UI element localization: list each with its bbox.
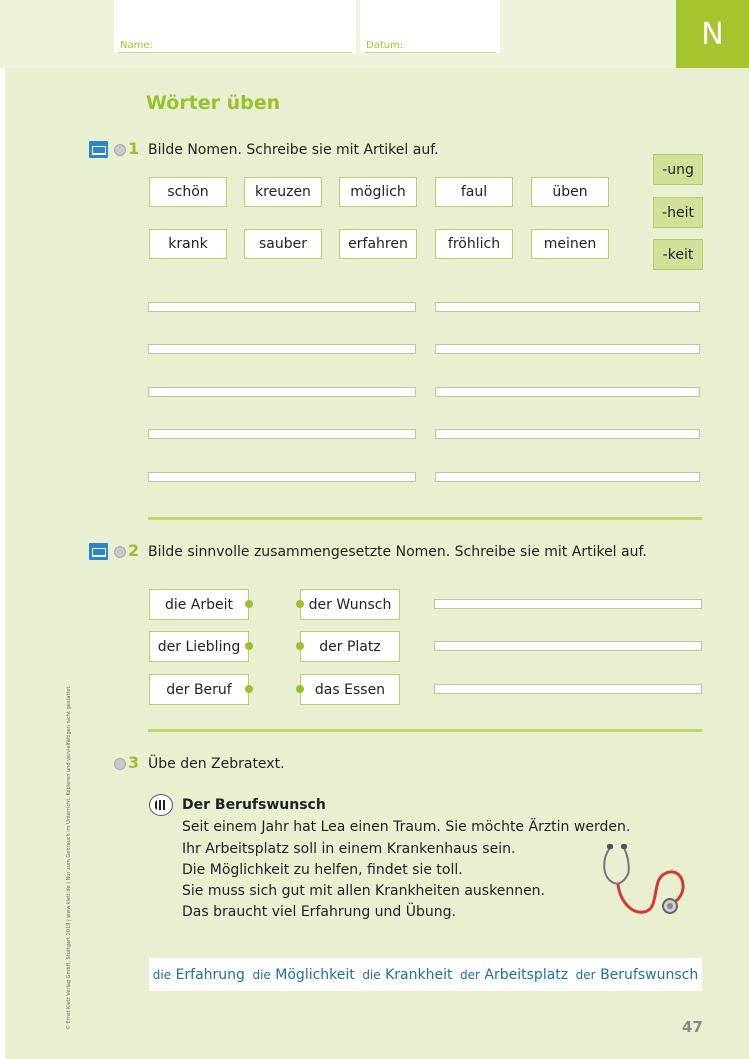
writing-line[interactable] <box>148 429 416 439</box>
compound-word-box: der Beruf <box>149 674 249 705</box>
chapter-badge: N <box>676 0 749 68</box>
word-box: fröhlich <box>435 229 513 259</box>
task-instruction: Übe den Zebratext. <box>148 756 285 772</box>
compound-word-box: der Liebling <box>149 631 249 662</box>
zebra-text-line: Sie muss sich gut mit allen Krankheiten auskennen. <box>182 883 546 899</box>
name-label: Name: <box>120 40 153 51</box>
task-instruction: Bilde sinnvolle zusammengesetzte Nomen. Schreibe sie mit Artikel auf. <box>148 544 647 560</box>
writing-line[interactable] <box>148 387 416 397</box>
zebra-icon <box>149 794 173 816</box>
writing-line[interactable] <box>435 429 700 439</box>
task-number: 3 <box>128 753 140 772</box>
word-box: schön <box>149 177 227 207</box>
page-margin <box>0 68 5 1059</box>
connect-dot[interactable] <box>245 600 253 608</box>
section-divider <box>148 729 702 732</box>
compound-word-box: das Essen <box>300 674 400 705</box>
copyright-notice: © Ernst Klett Verlag GmbH, Stuttgart 2019 | www.klett.de | Nur zum Gebrauch im Unterricht. Kopieren und vervielfältigen nicht gestattet. <box>66 684 72 1030</box>
word-box: möglich <box>339 177 417 207</box>
connect-dot[interactable] <box>296 685 304 693</box>
writing-line[interactable] <box>435 387 700 397</box>
word-box: erfahren <box>339 229 417 259</box>
writing-line[interactable] <box>148 472 416 482</box>
zebra-text-line: Die Möglichkeit zu helfen, findet sie toll. <box>182 862 463 878</box>
suffix-box: -ung <box>653 154 703 185</box>
connect-dot[interactable] <box>296 642 304 650</box>
word-box: kreuzen <box>244 177 322 207</box>
zebra-text-line: Ihr Arbeitsplatz soll in einem Krankenhaus sein. <box>182 841 516 857</box>
date-field[interactable] <box>360 0 500 53</box>
writing-line[interactable] <box>435 302 700 312</box>
partner-work-icon <box>89 141 108 158</box>
difficulty-icon <box>114 144 126 156</box>
zebra-text-title: Der Berufswunsch <box>182 797 326 813</box>
writing-line[interactable] <box>435 344 700 354</box>
date-label: Datum: <box>366 40 404 51</box>
partner-work-icon <box>89 543 108 560</box>
page-title: Wörter üben <box>146 92 281 114</box>
word-bar-item: die Möglichkeit <box>252 966 355 983</box>
task-number: 2 <box>128 541 140 560</box>
writing-line[interactable] <box>434 684 702 694</box>
word-box: üben <box>531 177 609 207</box>
word-bar-item: die Krankheit <box>362 966 453 983</box>
suffix-box: -keit <box>653 239 703 270</box>
zebra-text-line: Seit einem Jahr hat Lea einen Traum. Sie möchte Ärztin werden. <box>182 819 631 835</box>
page-number: 47 <box>682 1018 703 1036</box>
writing-line[interactable] <box>148 344 416 354</box>
suffix-box: -heit <box>653 197 703 228</box>
difficulty-icon <box>114 758 126 770</box>
connect-dot[interactable] <box>296 600 304 608</box>
writing-line[interactable] <box>435 472 700 482</box>
name-field[interactable] <box>114 0 356 53</box>
compound-word-box: der Wunsch <box>300 589 400 620</box>
word-bar-item: die Erfahrung <box>152 966 245 983</box>
section-divider <box>148 517 702 520</box>
connect-dot[interactable] <box>245 685 253 693</box>
word-box: sauber <box>244 229 322 259</box>
word-box: meinen <box>531 229 609 259</box>
compound-word-box: die Arbeit <box>149 589 249 620</box>
difficulty-icon <box>114 546 126 558</box>
connect-dot[interactable] <box>245 642 253 650</box>
word-box: krank <box>149 229 227 259</box>
writing-line[interactable] <box>434 641 702 651</box>
word-bar-item: der Berufswunsch <box>575 966 699 983</box>
compound-word-box: der Platz <box>300 631 400 662</box>
writing-line[interactable] <box>434 599 702 609</box>
stethoscope-icon <box>598 842 690 918</box>
task-number: 1 <box>128 139 140 158</box>
writing-line[interactable] <box>148 302 416 312</box>
word-box: faul <box>435 177 513 207</box>
word-bar <box>149 958 702 991</box>
zebra-text-line: Das braucht viel Erfahrung und Übung. <box>182 904 456 920</box>
task-instruction: Bilde Nomen. Schreibe sie mit Artikel auf. <box>148 142 439 158</box>
word-bar-item: der Arbeitsplatz <box>460 966 569 983</box>
